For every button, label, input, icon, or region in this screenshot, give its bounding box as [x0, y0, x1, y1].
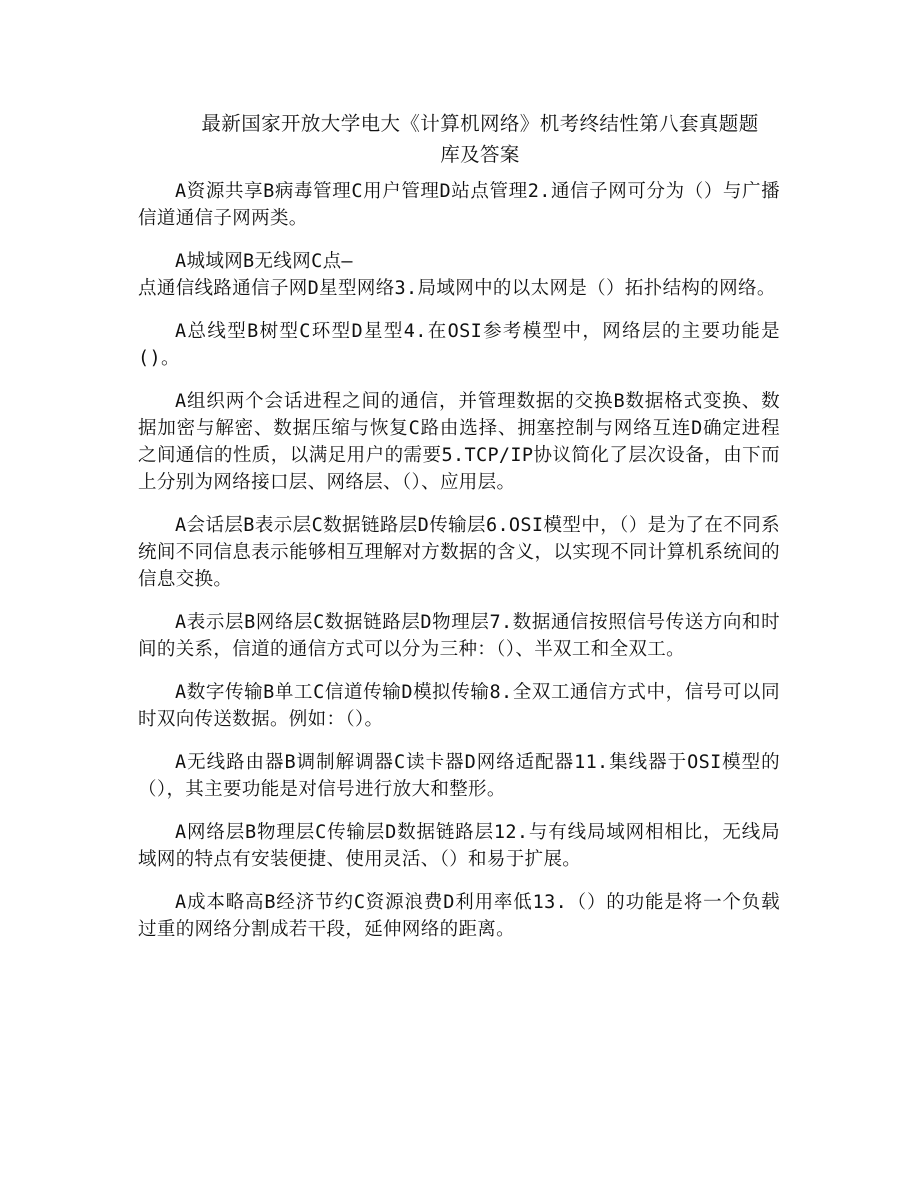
question-paragraph-6: A表示层B网络层C数据链路层D物理层7.数据通信按照信号传送方向和时间的关系，信道的通信方式可以分为三种：（）、半双工和全双工。	[138, 612, 780, 660]
title-line-1: 最新国家开放大学电大《计算机网络》机考终结性第八套真题题	[201, 112, 759, 135]
question-paragraph-2-line-1: A城域网B无线网C点—	[175, 251, 353, 272]
question-paragraph-9: A网络层B物理层C传输层D数据链路层12.与有线局域网相相比，无线局域网的特点有安装便捷、使用灵活、（）和易于扩展。	[138, 822, 780, 870]
question-paragraph-2	[138, 248, 780, 302]
question-paragraph-5: A会话层B表示层C数据链路层D传输层6.OSI模型中，（）是为了在不同系统间不同信息表示能够相互理解对方数据的含义，以实现不同计算机系统间的信息交换。	[138, 515, 780, 590]
question-paragraph-8: A无线路由器B调制解调器C读卡器D网络适配器11.集线器于OSI模型的（），其主要功能是对信号进行放大和整形。	[138, 752, 780, 800]
document-body	[138, 178, 780, 959]
question-paragraph-2-continuation: 点通信线路通信子网D星型网络3.局域网中的以太网是（）拓扑结构的网络。	[138, 278, 776, 299]
question-paragraph-7: A数字传输B单工C信道传输D模拟传输8.全双工通信方式中，信号可以同时双向传送数据。例如：（）。	[138, 682, 780, 730]
question-paragraph-10: A成本略高B经济节约C资源浪费D利用率低13.（）的功能是将一个负载过重的网络分割成若干段，延伸网络的距离。	[138, 892, 780, 940]
document-title	[180, 108, 780, 170]
question-paragraph-1: A资源共享B病毒管理C用户管理D站点管理2.通信子网可分为（）与广播信道通信子网两类。	[138, 181, 780, 229]
question-paragraph-3: A总线型B树型C环型D星型4.在OSI参考模型中，网络层的主要功能是()。	[138, 321, 780, 369]
question-paragraph-4: A组织两个会话进程之间的通信，并管理数据的交换B数据格式变换、数据加密与解密、数据压缩与恢复C路由选择、拥塞控制与网络互连D确定进程之间通信的性质，以满足用户的需要5.TCP/IP协议简化了层次设备，由下而上分别为网络接口层、网络层、（）、应用层。	[138, 391, 780, 493]
title-line-2: 库及答案	[440, 143, 520, 166]
